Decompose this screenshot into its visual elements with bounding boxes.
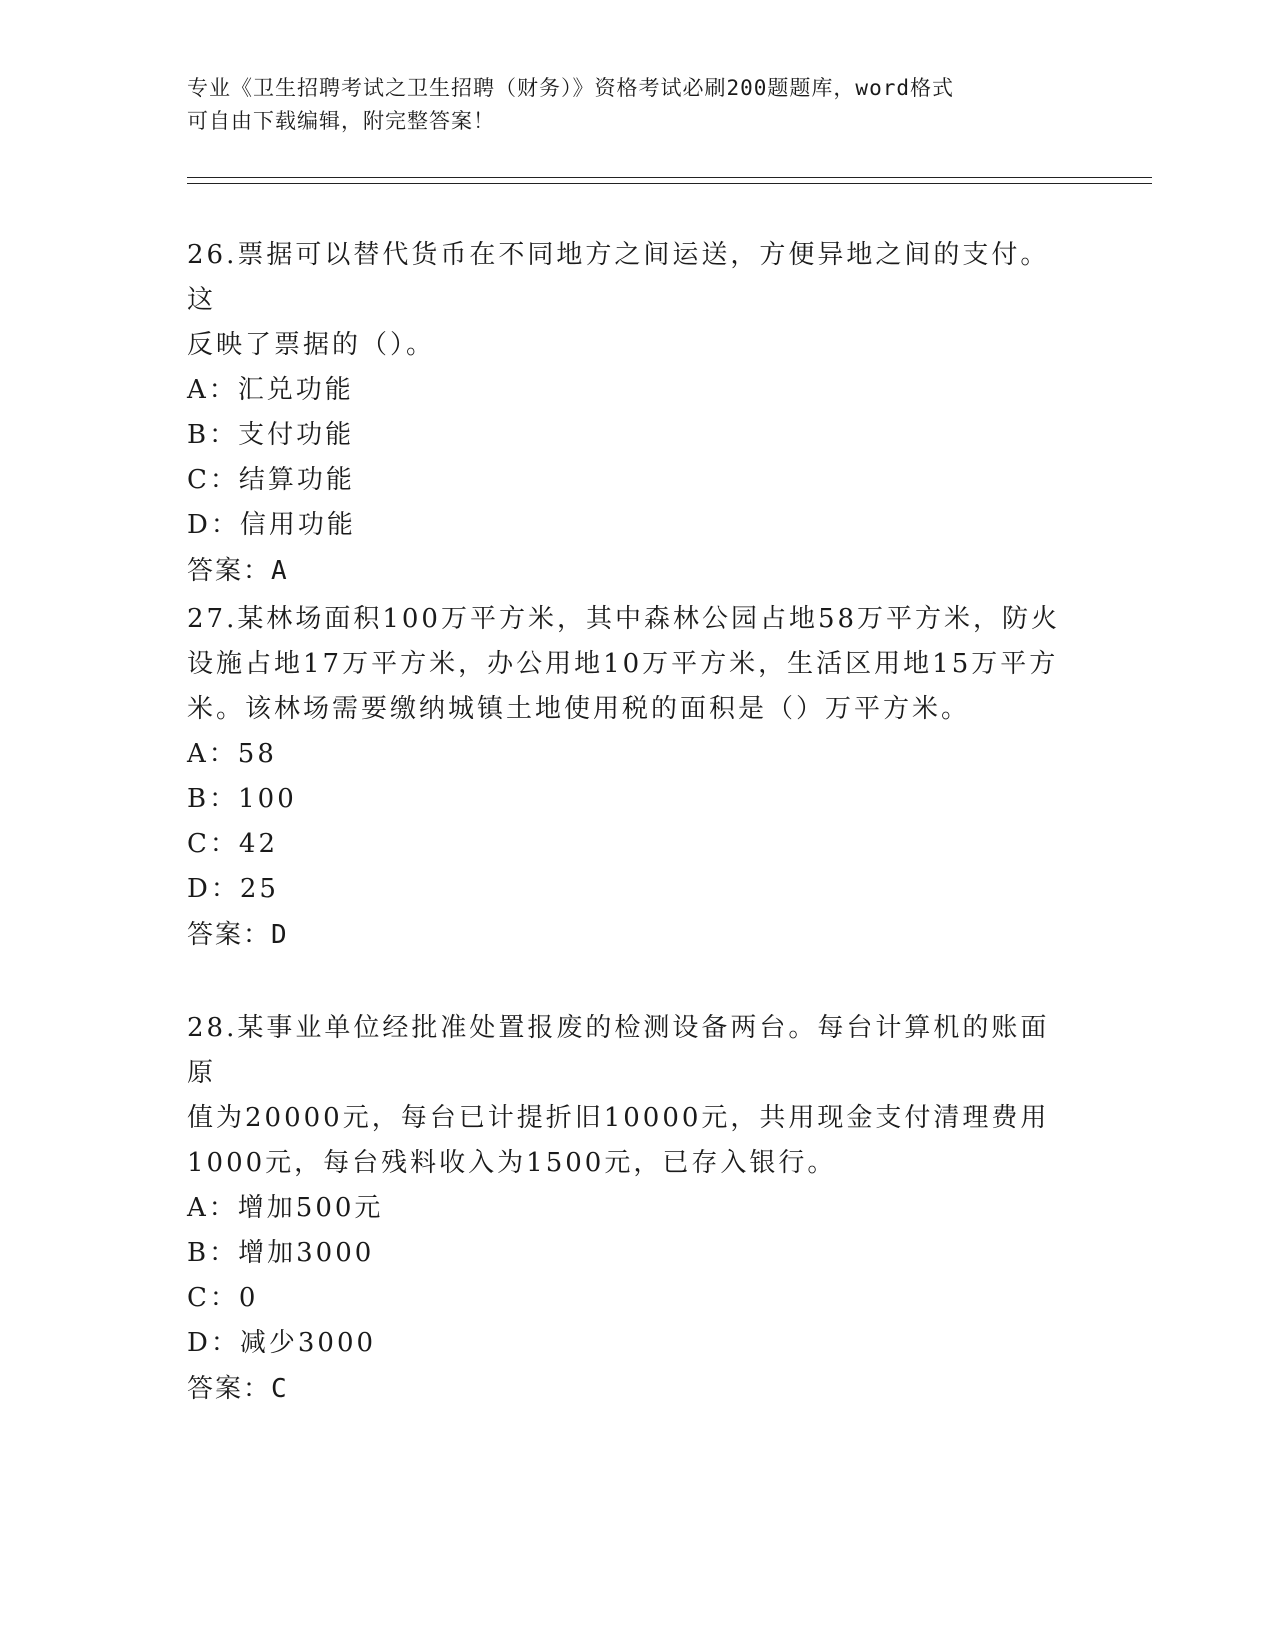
option-letter: A：	[187, 739, 238, 769]
option-b	[187, 1231, 1067, 1276]
header-divider-top	[187, 177, 1152, 178]
option-d	[187, 867, 1067, 912]
option-a	[187, 732, 1067, 777]
document-header	[187, 72, 1067, 138]
question-stem-line: 28.某事业单位经批准处置报废的检测设备两台。每台计算机的账面原	[187, 1013, 1050, 1088]
option-letter: A：	[187, 375, 238, 405]
header-line-2: 可自由下载编辑，附完整答案！	[187, 109, 495, 133]
question-28	[187, 1006, 1067, 1412]
option-letter: A：	[187, 1193, 238, 1223]
option-text: 汇兑功能	[237, 375, 354, 405]
option-a	[187, 1186, 1067, 1231]
header-line-1: 专业《卫生招聘考试之卫生招聘（财务）》资格考试必刷200题题库，word格式	[187, 76, 954, 100]
option-text: 25	[239, 874, 279, 904]
question-stem-line: 27.某林场面积100万平方米，其中森林公园占地58万平方米，防火	[187, 604, 1061, 634]
question-27	[187, 597, 1067, 958]
option-letter: C：	[187, 829, 239, 859]
question-stem-line: 1000元，每台残料收入为1500元，已存入银行。	[187, 1148, 837, 1178]
answer-line: 答案：D	[187, 920, 289, 950]
option-letter: C：	[187, 465, 239, 495]
option-c	[187, 822, 1067, 867]
option-d	[187, 1321, 1067, 1366]
answer-line: 答案：C	[187, 1374, 289, 1404]
option-text: 100	[238, 784, 297, 814]
option-d	[187, 503, 1067, 548]
option-text: 结算功能	[238, 465, 355, 495]
option-text: 减少3000	[239, 1328, 377, 1358]
question-stem-line: 设施占地17万平方米，办公用地10万平方米，生活区用地15万平方	[187, 649, 1059, 679]
option-letter: D：	[187, 1328, 240, 1358]
option-text: 增加3000	[238, 1238, 375, 1268]
header-divider-bottom	[187, 183, 1152, 184]
option-b	[187, 777, 1067, 822]
option-a	[187, 368, 1067, 413]
answer-line: 答案：A	[187, 556, 289, 586]
question-stem-line: 26.票据可以替代货币在不同地方之间运送，方便异地之间的支付。这	[187, 240, 1050, 315]
option-text: 支付功能	[238, 420, 355, 450]
option-letter: D：	[187, 510, 240, 540]
option-c	[187, 458, 1067, 503]
option-text: 58	[237, 739, 277, 769]
option-text: 信用功能	[239, 510, 356, 540]
option-letter: B：	[187, 420, 239, 450]
option-b	[187, 413, 1067, 458]
option-letter: B：	[187, 1238, 239, 1268]
option-letter: B：	[187, 784, 239, 814]
question-stem-line: 值为20000元，每台已计提折旧10000元，共用现金支付清理费用	[187, 1103, 1050, 1133]
option-text: 增加500元	[237, 1193, 384, 1223]
question-26	[187, 233, 1067, 594]
option-text: 0	[238, 1283, 259, 1313]
option-letter: D：	[187, 874, 240, 904]
option-c	[187, 1276, 1067, 1321]
question-stem-line: 反映了票据的（）。	[187, 330, 436, 360]
question-stem-line: 米。该林场需要缴纳城镇土地使用税的面积是（）万平方米。	[187, 694, 971, 724]
option-letter: C：	[187, 1283, 239, 1313]
option-text: 42	[238, 829, 278, 859]
